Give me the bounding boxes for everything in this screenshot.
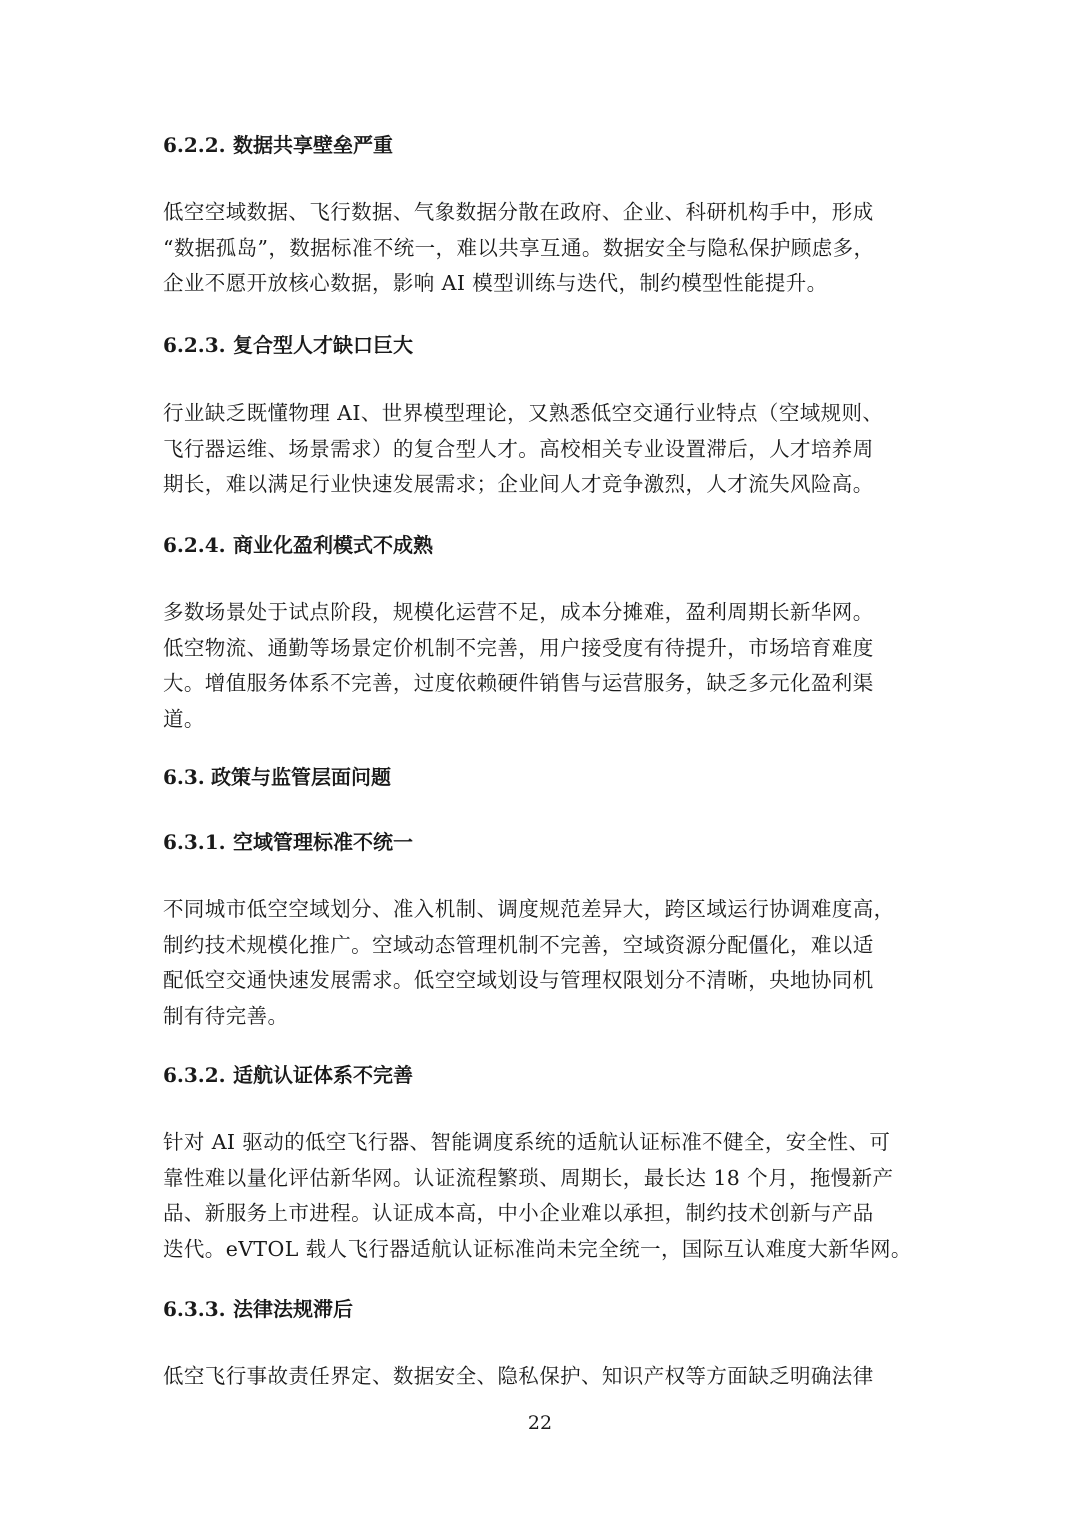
paragraph-line: 企业不愿开放核心数据，影响 AI 模型训练与迭代，制约模型性能提升。 — [163, 271, 828, 295]
section-number: 6.2.2. — [163, 133, 226, 157]
paragraph-6-2-2 — [163, 195, 923, 302]
section-title: 政策与监管层面问题 — [211, 765, 391, 789]
section-title: 数据共享壁垒严重 — [233, 133, 393, 157]
section-number: 6.2.3. — [163, 333, 226, 357]
paragraph-6-3-1 — [163, 892, 923, 1034]
section-heading-6-2-2 — [163, 131, 923, 159]
section-heading-6-3-2 — [163, 1061, 923, 1089]
paragraph-line: 多数场景处于试点阶段，规模化运营不足，成本分摊难，盈利周期长新华网。 — [163, 600, 874, 624]
section-title: 适航认证体系不完善 — [233, 1063, 413, 1087]
section-title: 法律法规滞后 — [233, 1297, 353, 1321]
paragraph-line: 配低空交通快速发展需求。低空空域划设与管理权限划分不清晰，央地协同机 — [163, 968, 874, 992]
section-number: 6.2.4. — [163, 533, 226, 557]
paragraph-6-3-3 — [163, 1359, 923, 1395]
section-heading-6-3-1 — [163, 828, 923, 856]
section-heading-6-2-4 — [163, 531, 923, 559]
section-heading-6-2-3 — [163, 331, 923, 359]
paragraph-line: 品、新服务上市进程。认证成本高，中小企业难以承担，制约技术创新与产品 — [163, 1201, 874, 1225]
paragraph-line: 低空物流、通勤等场景定价机制不完善，用户接受度有待提升，市场培育难度 — [163, 635, 874, 660]
paragraph-line: 低空空域数据、飞行数据、气象数据分散在政府、企业、科研机构手中，形成 — [163, 200, 874, 224]
section-number: 6.3.2. — [163, 1063, 226, 1087]
paragraph-line: 低空飞行事故责任界定、数据安全、隐私保护、知识产权等方面缺乏明确法律 — [163, 1364, 874, 1388]
page-number: 22 — [527, 1412, 553, 1434]
section-heading-6-3 — [163, 763, 923, 791]
paragraph-line: 期长，难以满足行业快速发展需求；企业间人才竞争激烈，人才流失风险高。 — [163, 472, 874, 496]
section-title: 商业化盈利模式不成熟 — [233, 533, 433, 557]
section-number: 6.3. — [163, 765, 205, 789]
paragraph-6-2-4 — [163, 595, 923, 737]
paragraph-line: 飞行器运维、场景需求）的复合型人才。高校相关专业设置滞后，人才培养周 — [163, 436, 874, 461]
paragraph-line: 靠性难以量化评估新华网。认证流程繁琐、周期长，最长达 18 个月，拖慢新产 — [163, 1165, 894, 1190]
section-number: 6.3.3. — [163, 1297, 226, 1321]
paragraph-6-3-2 — [163, 1125, 923, 1267]
paragraph-line: 道。 — [163, 706, 205, 731]
section-number: 6.3.1. — [163, 830, 226, 854]
section-title: 复合型人才缺口巨大 — [233, 333, 413, 357]
paragraph-line: 不同城市低空空域划分、准入机制、调度规范差异大，跨区域运行协调难度高， — [163, 897, 895, 921]
paragraph-line: 行业缺乏既懂物理 AI、世界模型理论，又熟悉低空交通行业特点（空域规则、 — [163, 401, 884, 425]
section-heading-6-3-3 — [163, 1295, 923, 1323]
section-title: 空域管理标准不统一 — [233, 830, 413, 854]
paragraph-6-2-3 — [163, 396, 923, 503]
paragraph-line: “数据孤岛”，数据标准不统一，难以共享互通。数据安全与隐私保护顾虑多， — [163, 235, 875, 260]
paragraph-line: 迭代。eVTOL 载人飞行器适航认证标准尚未完全统一，国际互认难度大新华网。 — [163, 1236, 912, 1261]
paragraph-line: 针对 AI 驱动的低空飞行器、智能调度系统的适航认证标准不健全，安全性、可 — [163, 1130, 891, 1154]
paragraph-line: 制约技术规模化推广。空域动态管理机制不完善，空域资源分配僵化，难以适 — [163, 932, 874, 957]
paragraph-line: 大。增值服务体系不完善，过度依赖硬件销售与运营服务，缺乏多元化盈利渠 — [163, 671, 874, 695]
paragraph-line: 制有待完善。 — [163, 1003, 289, 1028]
